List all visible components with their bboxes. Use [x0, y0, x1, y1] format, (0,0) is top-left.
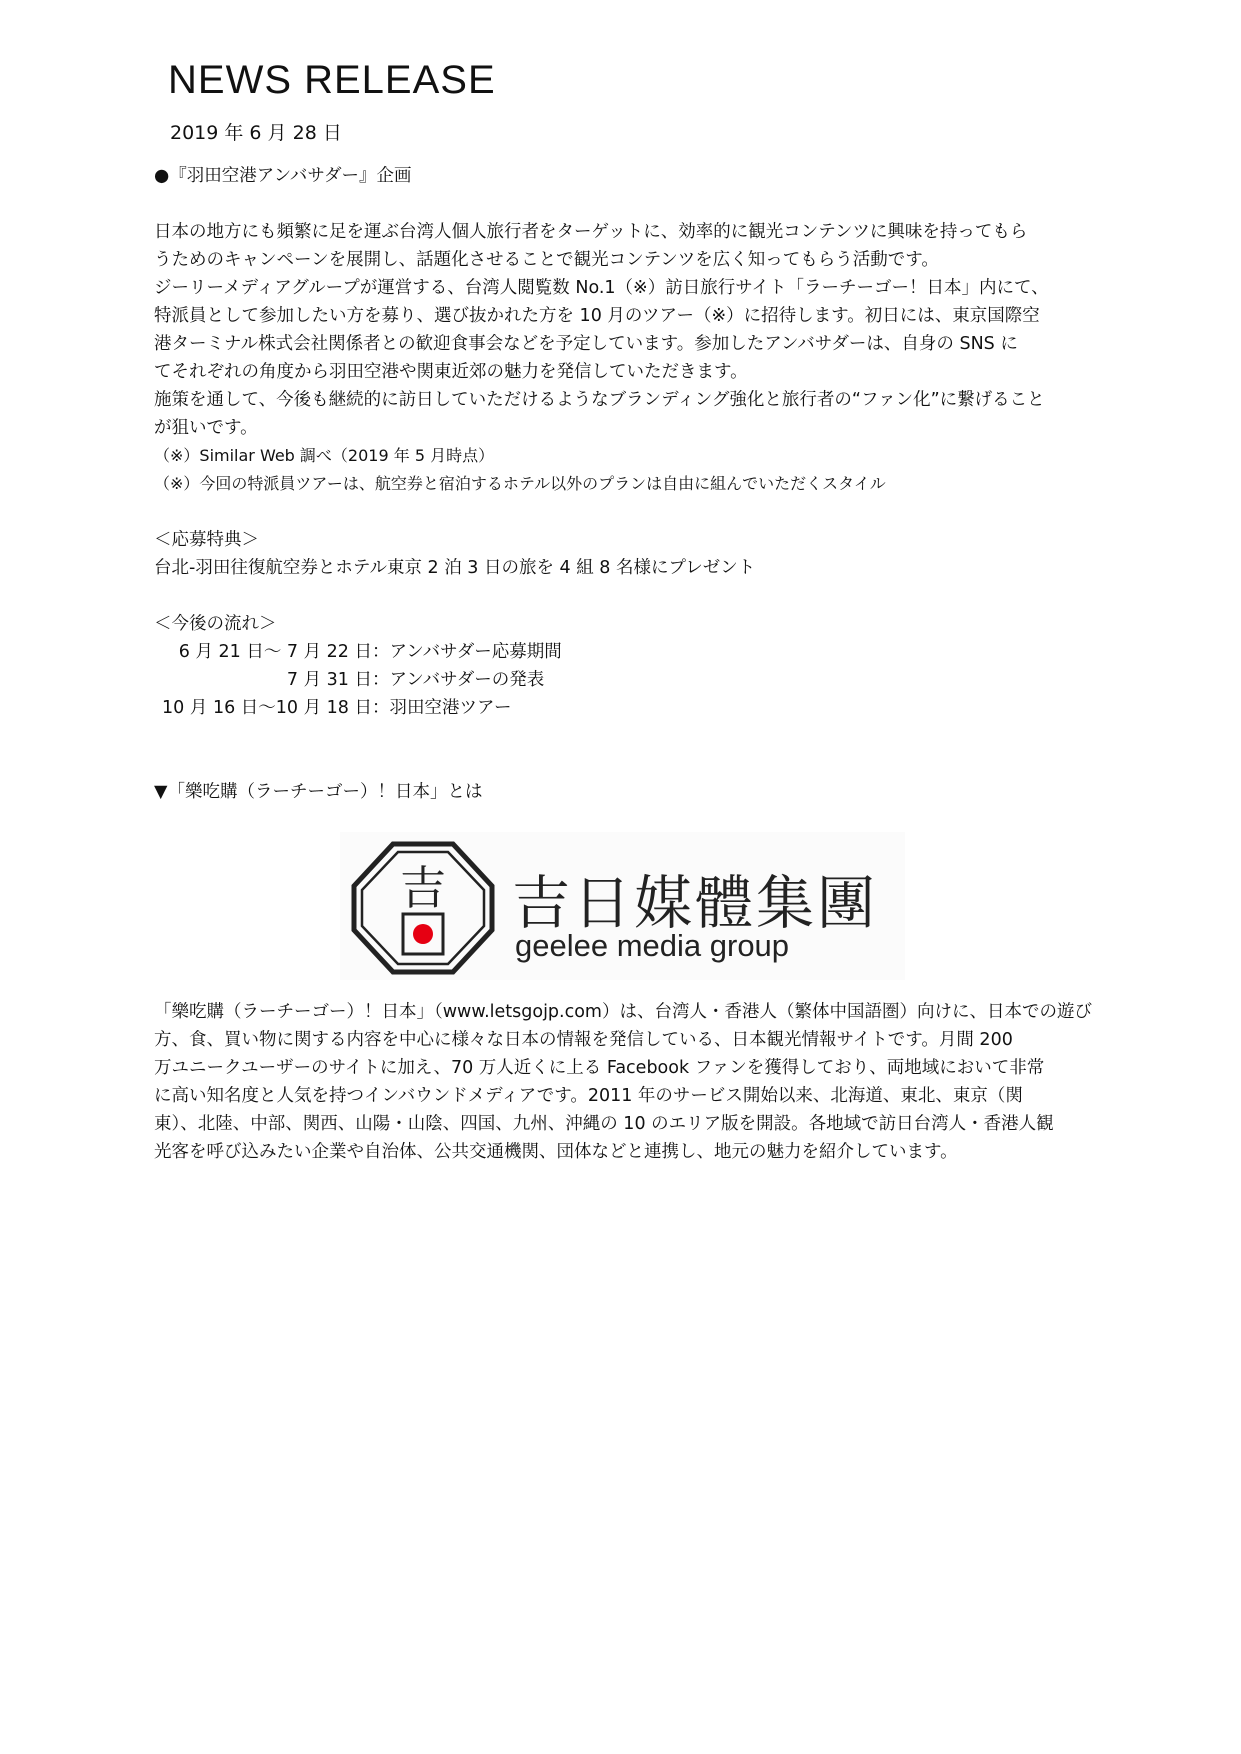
intro-line: てそれぞれの角度から羽田空港や関東近郊の魅力を発信していただきます。	[154, 362, 748, 382]
about-line: 「樂吃購（ラーチーゴー）！日本」（www.letsgojp.com）は、台湾人・香港人（繁体中国語圏）向けに、日本での遊び	[154, 1002, 1092, 1022]
geelee-logo	[340, 832, 905, 980]
about-line: 方、食、買い物に関する内容を中心に様々な日本の情報を発信している、日本観光情報サイトです。月間 200	[154, 1030, 1013, 1050]
intro-line: が狙いです。	[154, 418, 258, 438]
about-line: に高い知名度と人気を持つインバウンドメディアです。2011 年のサービス開始以来、北海道、東北、東京（関	[154, 1086, 1023, 1106]
schedule-event: ：アンバサダーの発表	[372, 670, 545, 690]
emblem-char: 吉	[400, 861, 446, 915]
intro-line: 特派員として参加したい方を募り、選び抜かれた方を 10 月のツアー（※）に招待します。初日には、東京国際空	[154, 306, 1040, 326]
schedule-event: ：羽田空港ツアー	[372, 698, 512, 718]
emblem-red-dot	[413, 924, 433, 944]
schedule-event: ：アンバサダー応募期間	[372, 642, 562, 662]
intro-line: 施策を通して、今後も継続的に訪日していただけるようなブランディング強化と旅行者の“ファン化”に繋げること	[154, 390, 1045, 410]
prize-heading: ＜応募特典＞	[154, 530, 259, 550]
schedule-item	[154, 638, 1100, 666]
logo-name-cjk: 吉日媒體集團	[512, 869, 879, 937]
about-line: 光客を呼び込みたい企業や自治体、公共交通機関、団体などと連携し、地元の魅力を紹介しています。	[154, 1142, 958, 1162]
footnote: （※）Similar Web 調べ（2019 年 5 月時点）	[154, 446, 495, 465]
intro-line: ジーリーメディアグループが運営する、台湾人閲覧数 No.1（※）訪日旅行サイト「ラーチーゴー！日本」内にて、	[154, 278, 1049, 298]
schedule-date: 10 月 16 日～10 月 18 日	[162, 698, 372, 718]
footnote: （※）今回の特派員ツアーは、航空券と宿泊するホテル以外のプランは自由に組んでいただくスタイル	[154, 474, 886, 493]
schedule-heading: ＜今後の流れ＞	[154, 614, 277, 634]
intro-line: 港ターミナル株式会社関係者との歓迎食事会などを予定しています。参加したアンバサダーは、自身の SNS に	[154, 334, 1018, 354]
intro-line: うためのキャンペーンを展開し、話題化させることで観光コンテンツを広く知ってもらう活動です。	[154, 250, 939, 270]
intro-paragraph	[154, 218, 1100, 442]
schedule-item	[154, 694, 1100, 722]
release-date: 2019 年 6 月 28 日	[170, 122, 342, 144]
schedule-item	[154, 666, 1100, 694]
schedule-date: 7 月 31 日	[286, 670, 372, 690]
geelee-emblem-icon	[348, 838, 498, 978]
schedule-date: 6 月 21 日～ 7 月 22 日	[178, 642, 372, 662]
section-title: ●『羽田空港アンバサダー』企画	[154, 166, 412, 186]
release-body	[154, 162, 1100, 806]
page-title: NEWS RELEASE	[168, 58, 496, 102]
about-paragraph	[154, 998, 1094, 1166]
about-line: 万ユニークユーザーのサイトに加え、70 万人近くに上る Facebook ファンを獲得しており、両地域において非常	[154, 1058, 1045, 1078]
about-line: 東）、北陸、中部、関西、山陽・山陰、四国、九州、沖縄の 10 のエリア版を開設。各地域で訪日台湾人・香港人観	[154, 1114, 1054, 1134]
logo-name-en: geelee media group	[515, 928, 790, 963]
about-heading: ▼「樂吃購（ラーチーゴー）！日本」とは	[154, 782, 483, 802]
intro-line: 日本の地方にも頻繁に足を運ぶ台湾人個人旅行者をターゲットに、効率的に観光コンテンツに興味を持ってもら	[154, 222, 1028, 242]
prize-text: 台北-羽田往復航空券とホテル東京 2 泊 3 日の旅を 4 組 8 名様にプレゼント	[154, 558, 756, 578]
